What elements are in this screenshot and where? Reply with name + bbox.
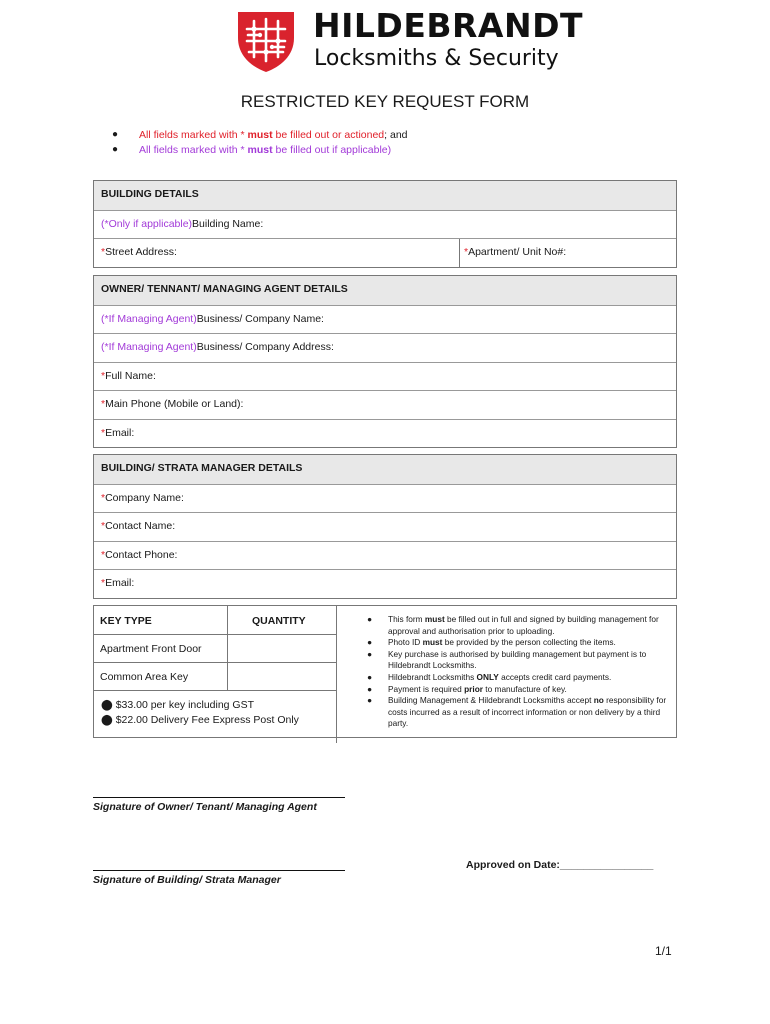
key-order-section — [93, 605, 677, 738]
field-label: Contact Name: — [105, 520, 176, 532]
price-line — [101, 699, 254, 711]
bullet-icon: ⬤ — [101, 714, 113, 726]
terms-text: accepts credit card payments. — [498, 671, 612, 682]
brand-name: HILDEBRANDT — [313, 6, 583, 45]
field-label: Business/ Company Address: — [196, 341, 334, 353]
shield-logo-icon — [234, 8, 298, 74]
form-title: RESTRICTED KEY REQUEST FORM — [240, 92, 530, 111]
instruction-text: be filled out if applicable) — [272, 144, 392, 156]
required-asterisk: * — [101, 520, 106, 532]
company-name-field[interactable] — [94, 305, 676, 334]
optional-note: (*If Managing Agent) — [101, 341, 197, 353]
price-line — [101, 714, 299, 726]
field-label: Email: — [105, 577, 135, 589]
field-label: Apartment/ Unit No#: — [468, 246, 567, 258]
instruction-text: All fields marked with * — [139, 129, 248, 141]
terms-text: be filled out in full and signed by building management for approval and authorisation prior to uploading. — [388, 614, 659, 636]
field-label: Email: — [105, 426, 135, 439]
section-header: BUILDING/ STRATA MANAGER DETAILS — [94, 455, 676, 484]
required-asterisk: * — [101, 246, 106, 258]
strata-manager-section — [93, 454, 677, 599]
optional-note: (*Only if applicable) — [101, 217, 193, 230]
field-label: Company Name: — [105, 491, 184, 504]
terms-bold: prior — [464, 683, 483, 694]
required-asterisk: * — [101, 548, 106, 561]
bullet-icon: ● — [367, 614, 373, 624]
company-address-field[interactable] — [94, 333, 676, 362]
section-header: BUILDING DETAILS — [94, 181, 676, 210]
quantity-input-front-door[interactable] — [228, 635, 335, 662]
manager-signature-line[interactable] — [93, 870, 345, 871]
price-text: $33.00 per key including GST — [115, 699, 255, 711]
required-asterisk: * — [101, 426, 106, 439]
required-asterisk: * — [101, 491, 106, 504]
key-type-header: KEY TYPE — [100, 615, 152, 627]
bullet-icon: ● — [367, 671, 373, 682]
owner-email-field[interactable] — [94, 419, 676, 448]
terms-text: Building Management & Hildebrandt Locksmiths accept — [388, 695, 594, 706]
owner-details-section — [93, 275, 677, 448]
terms-item — [367, 614, 667, 637]
page-number: 1/1 — [655, 944, 672, 958]
contact-phone-field[interactable] — [94, 541, 676, 570]
terms-text: Key purchase is authorised by building management but payment is to Hildebrandt Locksmiths. — [388, 648, 647, 671]
field-label: Full Name: — [105, 369, 156, 382]
bullet-icon: ⬤ — [101, 699, 113, 711]
bullet-icon: ● — [367, 695, 373, 706]
optional-note: (*If Managing Agent) — [101, 312, 197, 325]
section-header: OWNER/ TENNANT/ MANAGING AGENT DETAILS — [94, 276, 676, 305]
terms-list — [367, 614, 667, 730]
terms-text: to manufacture of key. — [483, 683, 567, 694]
terms-bold: must — [424, 614, 445, 624]
instruction-text: be filled out or actioned — [272, 129, 385, 141]
required-asterisk: * — [101, 369, 106, 382]
instruction-bold: must — [247, 144, 273, 156]
instruction-text: All fields marked with * — [139, 144, 248, 156]
instruction-bold: must — [247, 129, 273, 141]
owner-signature-line[interactable] — [93, 797, 345, 798]
terms-bold: ONLY — [476, 671, 499, 682]
approved-date-field[interactable]: Approved on Date:________________ — [466, 859, 654, 871]
field-label: Building Name: — [192, 217, 264, 230]
strata-company-field[interactable] — [94, 484, 676, 513]
required-asterisk: * — [101, 577, 106, 589]
field-label: Main Phone (Mobile or Land): — [105, 398, 244, 410]
quantity-header: QUANTITY — [252, 615, 306, 627]
field-label: Street Address: — [105, 246, 177, 258]
divider — [336, 606, 337, 743]
key-type-common-area: Common Area Key — [100, 671, 189, 683]
bullet-icon: ● — [112, 129, 119, 140]
bullet-icon: ● — [367, 637, 373, 648]
terms-text: Payment is required — [388, 683, 465, 694]
building-name-field[interactable] — [94, 210, 676, 239]
terms-bold: must — [422, 637, 443, 648]
terms-item — [367, 637, 667, 649]
street-address-field[interactable] — [94, 238, 676, 267]
field-label: Business/ Company Name: — [196, 312, 324, 325]
brand-subtitle: Locksmiths & Security — [314, 46, 559, 71]
terms-text: Hildebrandt Locksmiths — [388, 671, 477, 682]
terms-text: This form — [388, 614, 425, 624]
required-asterisk: * — [101, 398, 106, 410]
main-phone-field[interactable] — [94, 390, 676, 419]
terms-item — [367, 695, 667, 730]
terms-item — [367, 672, 667, 684]
instruction-tail: ; and — [384, 129, 408, 141]
bullet-icon: ● — [112, 144, 119, 155]
terms-item — [367, 649, 667, 672]
strata-email-field[interactable] — [94, 569, 676, 598]
full-name-field[interactable] — [94, 362, 676, 391]
key-type-apartment-front-door: Apartment Front Door — [100, 643, 202, 655]
price-text: $22.00 Delivery Fee Express Post Only — [115, 714, 299, 726]
terms-text: Photo ID — [388, 637, 423, 648]
terms-item — [367, 684, 667, 696]
apartment-field[interactable] — [459, 239, 566, 267]
bullet-icon: ● — [367, 683, 373, 694]
terms-bold: no — [593, 695, 604, 706]
field-label: Contact Phone: — [105, 548, 178, 561]
required-asterisk: * — [464, 246, 469, 258]
manager-signature-caption: Signature of Building/ Strata Manager — [93, 874, 281, 886]
bullet-icon: ● — [367, 648, 373, 659]
building-details-section — [93, 180, 677, 268]
owner-signature-caption: Signature of Owner/ Tenant/ Managing Agent — [93, 801, 317, 813]
terms-text: be provided by the person collecting the items. — [442, 637, 616, 648]
divider — [94, 690, 336, 691]
terms-text: responsibility for costs incurred as a result of incorrect information or non delivery by a third party. — [388, 695, 667, 729]
contact-name-field[interactable] — [94, 512, 676, 541]
quantity-input-common-area[interactable] — [228, 663, 335, 690]
